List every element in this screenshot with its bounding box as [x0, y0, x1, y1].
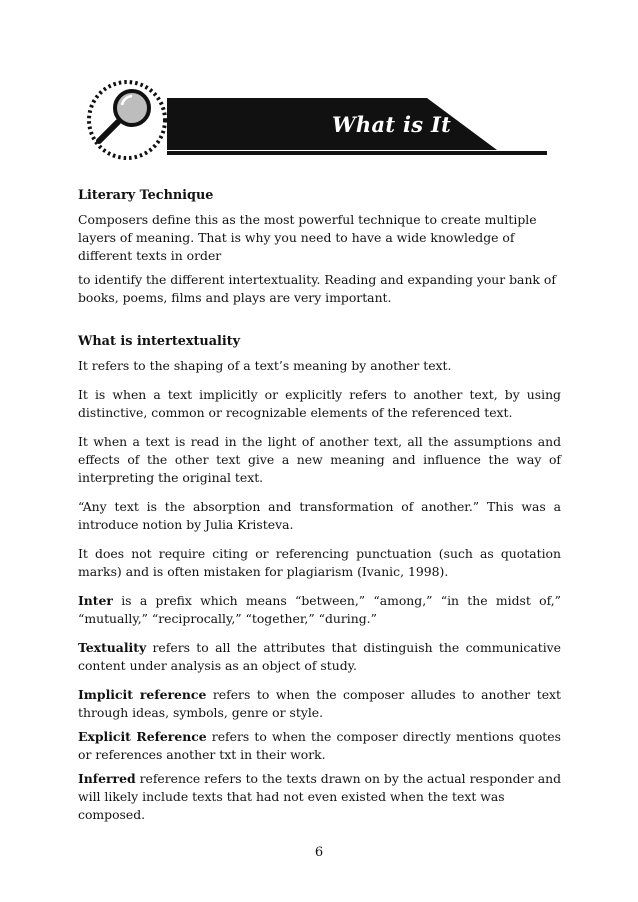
- intertextuality-paragraph-1: It refers to the shaping of a text’s meaning by another text.: [78, 358, 452, 373]
- explicit-reference-term: Explicit Reference: [78, 729, 207, 744]
- inter-definition: [78, 592, 561, 628]
- textuality-term: Textuality: [78, 640, 147, 655]
- literary-paragraph-1: Composers define this as the most powerful technique to create multiple layers of meaning. That is why you need to have a wide knowledge of different texts in order: [78, 212, 537, 263]
- intertextuality-paragraph-2: It is when a text implicitly or explicitly refers to another text, by using distinctive, common or recognizable elements of the referenced text.: [78, 387, 561, 420]
- lesson-content: [78, 187, 561, 824]
- literary-paragraph-2: to identify the different intertextuality. Reading and expanding your bank of books, poems, films and plays are very important.: [78, 272, 556, 305]
- implicit-reference-definition-text: refers to when the composer alludes to another text through ideas, symbols, genre or style.: [78, 687, 561, 720]
- banner-graphic: [82, 72, 552, 172]
- implicit-reference-definition: [78, 686, 561, 722]
- inferred-reference-definition: [78, 770, 561, 824]
- inferred-definition-text: reference refers to the texts drawn on by the actual responder and will likely include texts that had not even existed when the text was composed.: [78, 771, 561, 822]
- explicit-reference-definition-text: refers to when the composer directly mentions quotes or references another txt in their work.: [78, 729, 561, 762]
- textuality-definition-text: refers to all the attributes that distinguish the communicative content under analysis as an object of study.: [78, 640, 561, 673]
- heading-what-is-intertextuality: What is intertextuality: [78, 334, 241, 349]
- banner-title: What is It: [332, 112, 452, 137]
- kristeva-quote-paragraph: “Any text is the absorption and transformation of another.” This was a introduce notion by Julia Kristeva.: [78, 499, 561, 532]
- section-banner: [82, 72, 552, 172]
- inter-term: Inter: [78, 593, 113, 608]
- implicit-reference-term: Implicit reference: [78, 687, 207, 702]
- page-number: 6: [314, 845, 324, 860]
- explicit-reference-definition: [78, 728, 561, 764]
- plagiarism-paragraph: It does not require citing or referencing punctuation (such as quotation marks) and is often mistaken for plagiarism (Ivanic, 1998).: [78, 546, 561, 579]
- textuality-definition: [78, 639, 561, 675]
- banner-underline: [167, 151, 547, 155]
- inter-definition-text: is a prefix which means “between,” “among,” “in the midst of,” “mutually,” “reciprocally,” “together,” “during.”: [78, 593, 561, 626]
- intertextuality-paragraph-3: It when a text is read in the light of another text, all the assumptions and effects of the other text give a new meaning and influence the way of interpreting the original text.: [78, 434, 561, 485]
- inferred-term: Inferred: [78, 771, 136, 786]
- heading-literary-technique: Literary Technique: [78, 188, 214, 203]
